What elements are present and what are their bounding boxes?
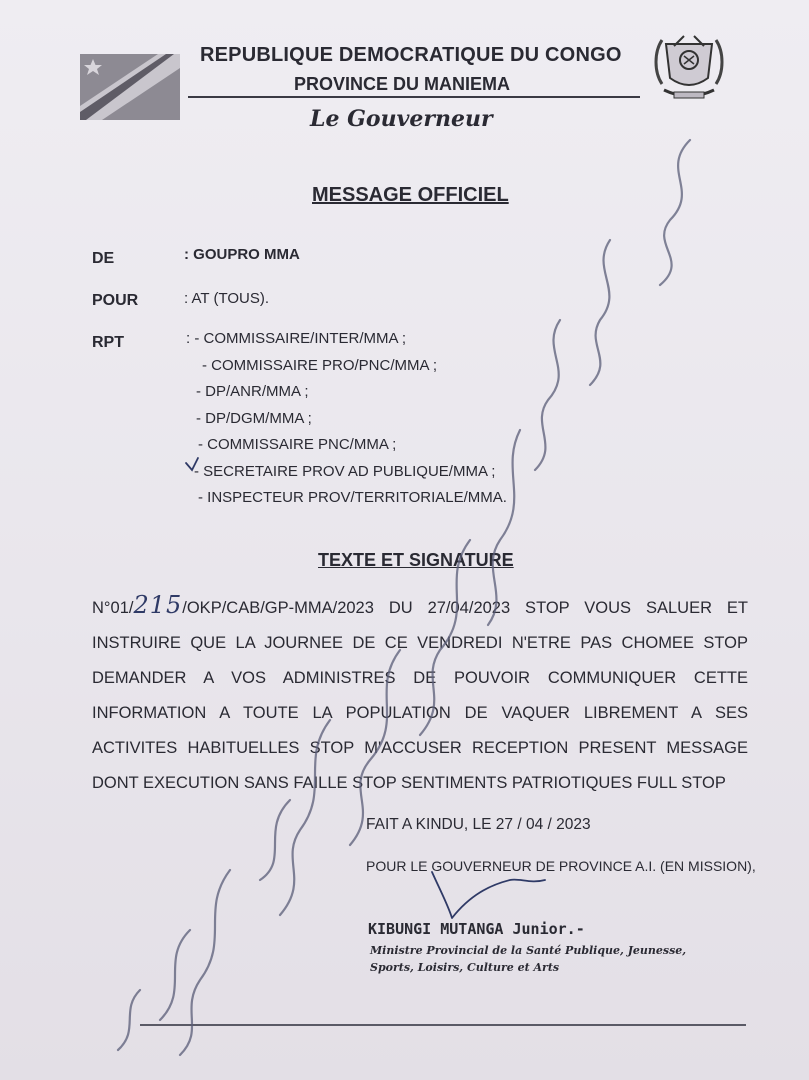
recipient-item: - DP/DGM/MMA ; [196,409,312,427]
recipient-item: - DP/ANR/MMA ; [196,383,309,400]
handwritten-reference-number: 215 [133,591,183,619]
recipient-item: : - COMMISSAIRE/INTER/MMA ; [186,330,407,347]
message-text: /OKP/CAB/GP-MMA/2023 DU 27/04/2023 STOP VOUS SALUER ET INSTRUIRE QUE LA JOURNEE DE CE VENDREDI N'ETRE PAS CHOMEE STOP DEMANDER A VOS ADMINISTRES DE POUVOIR COMMUNIQUER CETTE INFORMATION A TOUTE LA POPULATION DE VAQUER LIBREMENT A SES ACTIVITES HABITUELLES STOP M'ACCUSER RECEPTION PRESENT MESSAGE DONT EXECUTION SANS FAILLE STOP SENTIMENTS PATRIOTIQUES FULL STOP [92,599,748,792]
from-value: : GOUPRO MMA [184,246,300,263]
recipient-item: - COMMISSAIRE PNC/MMA ; [198,436,397,453]
to-value: : AT (TOUS). [184,290,270,307]
from-label: DE [92,250,115,267]
recipient-item: - COMMISSAIRE PRO/PNC/MMA ; [202,356,438,374]
country-heading: REPUBLIQUE DEMOCRATIQUE DU CONGO [200,44,622,66]
section-title: TEXTE ET SIGNATURE [318,550,514,570]
rpt-label: RPT [92,334,124,351]
recipient-list [186,326,507,512]
office-heading: Le Gouverneur [310,106,493,132]
document-title: MESSAGE OFFICIEL [312,184,509,206]
message-body [92,588,748,801]
on-behalf-line: POUR LE GOUVERNEUR DE PROVINCE A.I. (EN MISSION), [366,858,756,874]
footer-divider [140,1024,746,1026]
coat-of-arms-emblem [644,30,734,106]
reference-prefix: N°01/ [92,599,134,617]
to-label: POUR [92,292,139,309]
recipient-item: - SECRETAIRE PROV AD PUBLIQUE/MMA ; [194,462,496,480]
province-heading: PROVINCE DU MANIEMA [294,74,511,94]
recipient-item: - INSPECTEUR PROV/TERRITORIALE/MMA. [198,489,507,506]
drc-flag-logo [80,54,180,120]
signer-title: Ministre Provincial de la Santé Publique, Jeunesse, Sports, Loisirs, Culture et Arts [370,944,687,974]
header-divider [188,96,640,98]
place-date: FAIT A KINDU, LE 27 / 04 / 2023 [366,816,591,833]
signer-name: KIBUNGI MUTANGA Junior.- [368,920,585,938]
